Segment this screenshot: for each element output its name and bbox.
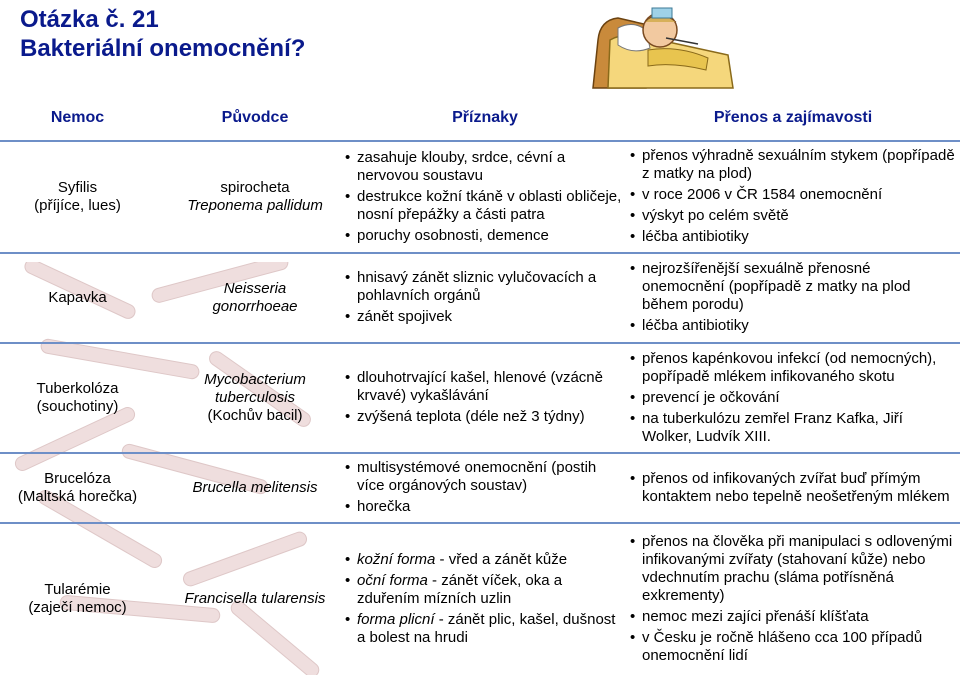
header-symptoms: Příznaky xyxy=(452,109,518,126)
notes-list xyxy=(630,524,956,674)
list-item: • výskyt po celém světě xyxy=(630,207,956,225)
list-item: • oční forma - zánět víček, oka a zduřením mízních uzlin xyxy=(345,572,625,608)
title-line-1: Otázka č. 21 xyxy=(20,6,159,33)
disease-name: Tularémie (zaječí nemoc) xyxy=(28,581,127,616)
table-row-tuberculosis xyxy=(0,344,960,452)
list-item: • přenos na člověka při manipulaci s odlovenými infikovanými zvířaty (stahovaní kůže) nebo vdechnutím prachu (sláma potřísněná exkrementy) xyxy=(630,533,956,605)
list-item: • dlouhotrvající kašel, hlenové (vzácně krvavé) vykašlávání xyxy=(345,369,625,405)
list-item: • zánět spojivek xyxy=(345,308,625,326)
pathogen: Francisella tularensis xyxy=(184,590,326,607)
list-item: • poruchy osobnosti, demence xyxy=(345,227,625,245)
list-item: • prevencí je očkování xyxy=(630,389,956,407)
notes-list xyxy=(630,254,956,342)
sick-child-illustration xyxy=(588,0,738,90)
disease-name: Tuberkolóza (souchotiny) xyxy=(36,380,119,415)
list-item: • na tuberkulózu zemřel Franz Kafka, Jiří Wolker, Ludvík XIII. xyxy=(630,410,956,446)
list-item: • léčba antibiotiky xyxy=(630,317,956,335)
table-row-syphilis xyxy=(0,142,960,252)
list-item: • zasahuje klouby, srdce, cévní a nervovou soustavu xyxy=(345,149,625,185)
table-row-tularemia xyxy=(0,524,960,674)
list-item: • kožní forma - vřed a zánět kůže xyxy=(345,551,625,569)
header-agent: Původce xyxy=(221,109,289,126)
symptoms-list xyxy=(345,524,625,674)
table-row-gonorrhea xyxy=(0,254,960,342)
header-disease: Nemoc xyxy=(50,109,105,126)
table-row-brucellosis xyxy=(0,454,960,522)
symptoms-list xyxy=(345,454,625,522)
table-header-row xyxy=(0,96,960,140)
list-item: • v Česku je ročně hlášeno cca 100 případů onemocnění lidí xyxy=(630,629,956,665)
list-item: • hnisavý zánět sliznic vylučovacích a pohlavních orgánů xyxy=(345,269,625,305)
list-item: • přenos od infikovaných zvířat buď přímým kontaktem nebo tepelně neošetřeným mlékem xyxy=(630,470,956,506)
pathogen: Brucella melitensis xyxy=(192,479,318,496)
list-item: • forma plicní - zánět plic, kašel, dušnost a bolest na hrudi xyxy=(345,611,625,647)
symptoms-list xyxy=(345,344,625,452)
title-line-2: Bakteriální onemocnění? xyxy=(20,35,306,62)
list-item: • destrukce kožní tkáně v oblasti obličeje, nosní přepážky a části patra xyxy=(345,188,625,224)
pathogen: Neisseria gonorrhoeae xyxy=(212,280,298,315)
list-item: • zvýšená teplota (déle než 3 týdny) xyxy=(345,408,625,426)
slide-title xyxy=(20,5,305,63)
list-item: • multisystémové onemocnění (postih více orgánových soustav) xyxy=(345,459,625,495)
pathogen: spirocheta Treponema pallidum xyxy=(187,179,323,214)
list-item: • nejrozšířenější sexuálně přenosné onemocnění (popřípadě z matky na plod během porodu) xyxy=(630,260,956,314)
notes-list xyxy=(630,344,956,452)
list-item: • přenos výhradně sexuálním stykem (popřípadě z matky na plod) xyxy=(630,147,956,183)
disease-name: Syfilis (příjíce, lues) xyxy=(34,179,121,214)
list-item: • horečka xyxy=(345,498,625,516)
list-item: • nemoc mezi zajíci přenáší klíšťata xyxy=(630,608,956,626)
notes-list xyxy=(630,142,956,252)
disease-name: Kapavka xyxy=(48,289,107,306)
symptoms-list xyxy=(345,142,625,252)
symptoms-list xyxy=(345,254,625,342)
list-item: • v roce 2006 v ČR 1584 onemocnění xyxy=(630,186,956,204)
disease-name: Brucelóza (Maltská horečka) xyxy=(17,470,138,505)
pathogen: Mycobacterium tuberculosis (Kochův bacil) xyxy=(204,371,306,424)
list-item: • přenos kapénkovou infekcí (od nemocných), popřípadě mlékem infikovaného skotu xyxy=(630,350,956,386)
header-transmission: Přenos a zajímavosti xyxy=(713,109,873,126)
list-item: • léčba antibiotiky xyxy=(630,228,956,246)
notes-list xyxy=(630,454,956,522)
